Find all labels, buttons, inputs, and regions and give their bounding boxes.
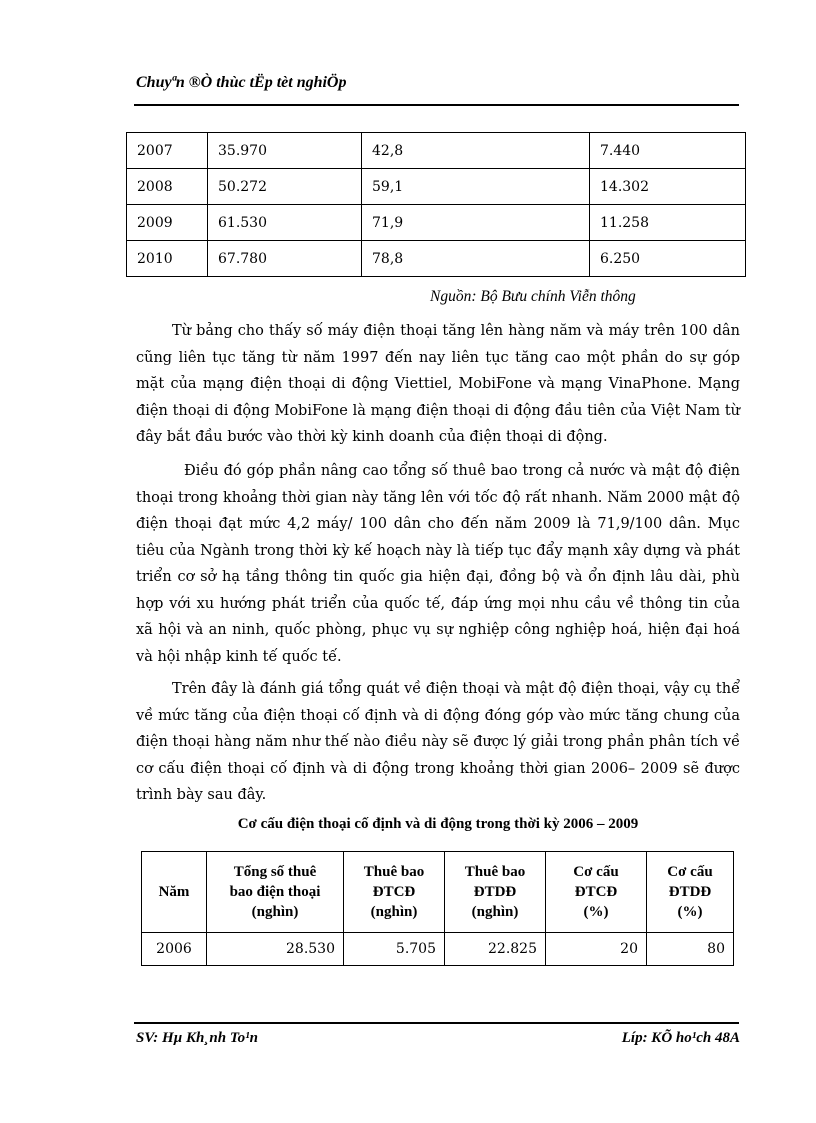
table-title: Cơ cấu điện thoại cố định và di động trong thời kỳ 2006 – 2009 [237, 816, 639, 832]
telephone-density-table [126, 132, 746, 277]
table-header-row [142, 852, 734, 933]
table-row [127, 205, 746, 241]
table-cell: 59,1 [362, 169, 590, 205]
table-cell: 2008 [127, 169, 208, 205]
footer-student-name: SV: Hµ Kh¸nh To¹n [136, 1030, 258, 1046]
table-cell: 67.780 [208, 241, 362, 277]
table-row [127, 133, 746, 169]
subscriber-structure-table [141, 851, 734, 966]
footer-class-name: Líp: KÕ ho¹ch 48A [621, 1030, 740, 1046]
table-cell: 50.272 [208, 169, 362, 205]
table-cell: 5.705 [344, 933, 445, 966]
paragraph-2: Điều đó góp phần nâng cao tổng số thuê bao trong cả nước và mật độ điện thoại trong khoảng thời gian này tăng lên với tốc độ rất nhanh. Năm 2000 mật độ điện thoại đạt mức 4,2 máy/ 100 dân cho đến năm 2009 là 71,9/100 dân. Mục tiêu của Ngành trong thời kỳ kế hoạch này là tiếp tục đẩy mạnh xây dựng và phát triển cơ sở hạ tầng thông tin quốc gia hiện đại, đồng bộ và ổn định lâu dài, phù hợp với xu hướng phát triển của quốc tế, đáp ứng mọi nhu cầu về thông tin của xã hội và an ninh, quốc phòng, phục vụ sự nghiệp công nghiệp hoá, hiện đại hoá và hội nhập kinh tế quốc tế. [136, 463, 740, 665]
table-cell: 6.250 [590, 241, 746, 277]
table-cell: 71,9 [362, 205, 590, 241]
table-cell: 2009 [127, 205, 208, 241]
table-cell: 61.530 [208, 205, 362, 241]
table-cell: 20 [546, 933, 647, 966]
table-source-note: Nguồn: Bộ Bưu chính Viễn thông [430, 288, 636, 305]
table-cell: 14.302 [590, 169, 746, 205]
paragraph-3: Trên đây là đánh giá tổng quát về điện thoại và mật độ điện thoại, vậy cụ thể về mức tăng của điện thoại cố định và di động đóng góp vào mức tăng chung của điện thoại hàng năm như thế nào điều này sẽ được lý giải trong phần phân tích về cơ cấu điện thoại cố định và di động trong khoảng thời gian 2006– 2009 sẽ được trình bày sau đây. [136, 681, 740, 803]
column-header: Cơ cấu ĐTDĐ (%) [647, 852, 734, 933]
column-header: Thuê bao ĐTCĐ (nghìn) [344, 852, 445, 933]
table-cell: 42,8 [362, 133, 590, 169]
table-cell: 80 [647, 933, 734, 966]
column-header: Cơ cấu ĐTCĐ (%) [546, 852, 647, 933]
paragraph-1: Từ bảng cho thấy số máy điện thoại tăng lên hàng năm và máy trên 100 dân cũng liên tục tăng từ năm 1997 đến nay liên tục tăng cao một phần do sự góp mặt của mạng điện thoại di động Viettiel, MobiFone và mạng VinaPhone. Mạng điện thoại di động MobiFone là mạng điện thoại di động đầu tiên của Việt Nam từ đây bắt đầu bước vào thời kỳ kinh doanh của điện thoại di động. [136, 323, 740, 445]
table-cell: 11.258 [590, 205, 746, 241]
header-rule [134, 104, 739, 106]
table-cell: 2006 [142, 933, 207, 966]
table-cell: 2007 [127, 133, 208, 169]
column-header: Năm [142, 852, 207, 933]
column-header: Tổng số thuê bao điện thoại (nghìn) [207, 852, 344, 933]
document-header-title: Chuyªn ®Ò thùc tËp tèt nghiÖp [136, 74, 347, 91]
table-cell: 35.970 [208, 133, 362, 169]
column-header: Thuê bao ĐTDĐ (nghìn) [445, 852, 546, 933]
table-row [142, 933, 734, 966]
table-cell: 22.825 [445, 933, 546, 966]
table-cell: 2010 [127, 241, 208, 277]
table-row [127, 241, 746, 277]
table-cell: 78,8 [362, 241, 590, 277]
table-row [127, 169, 746, 205]
table-cell: 28.530 [207, 933, 344, 966]
footer-rule [134, 1022, 739, 1024]
table-cell: 7.440 [590, 133, 746, 169]
